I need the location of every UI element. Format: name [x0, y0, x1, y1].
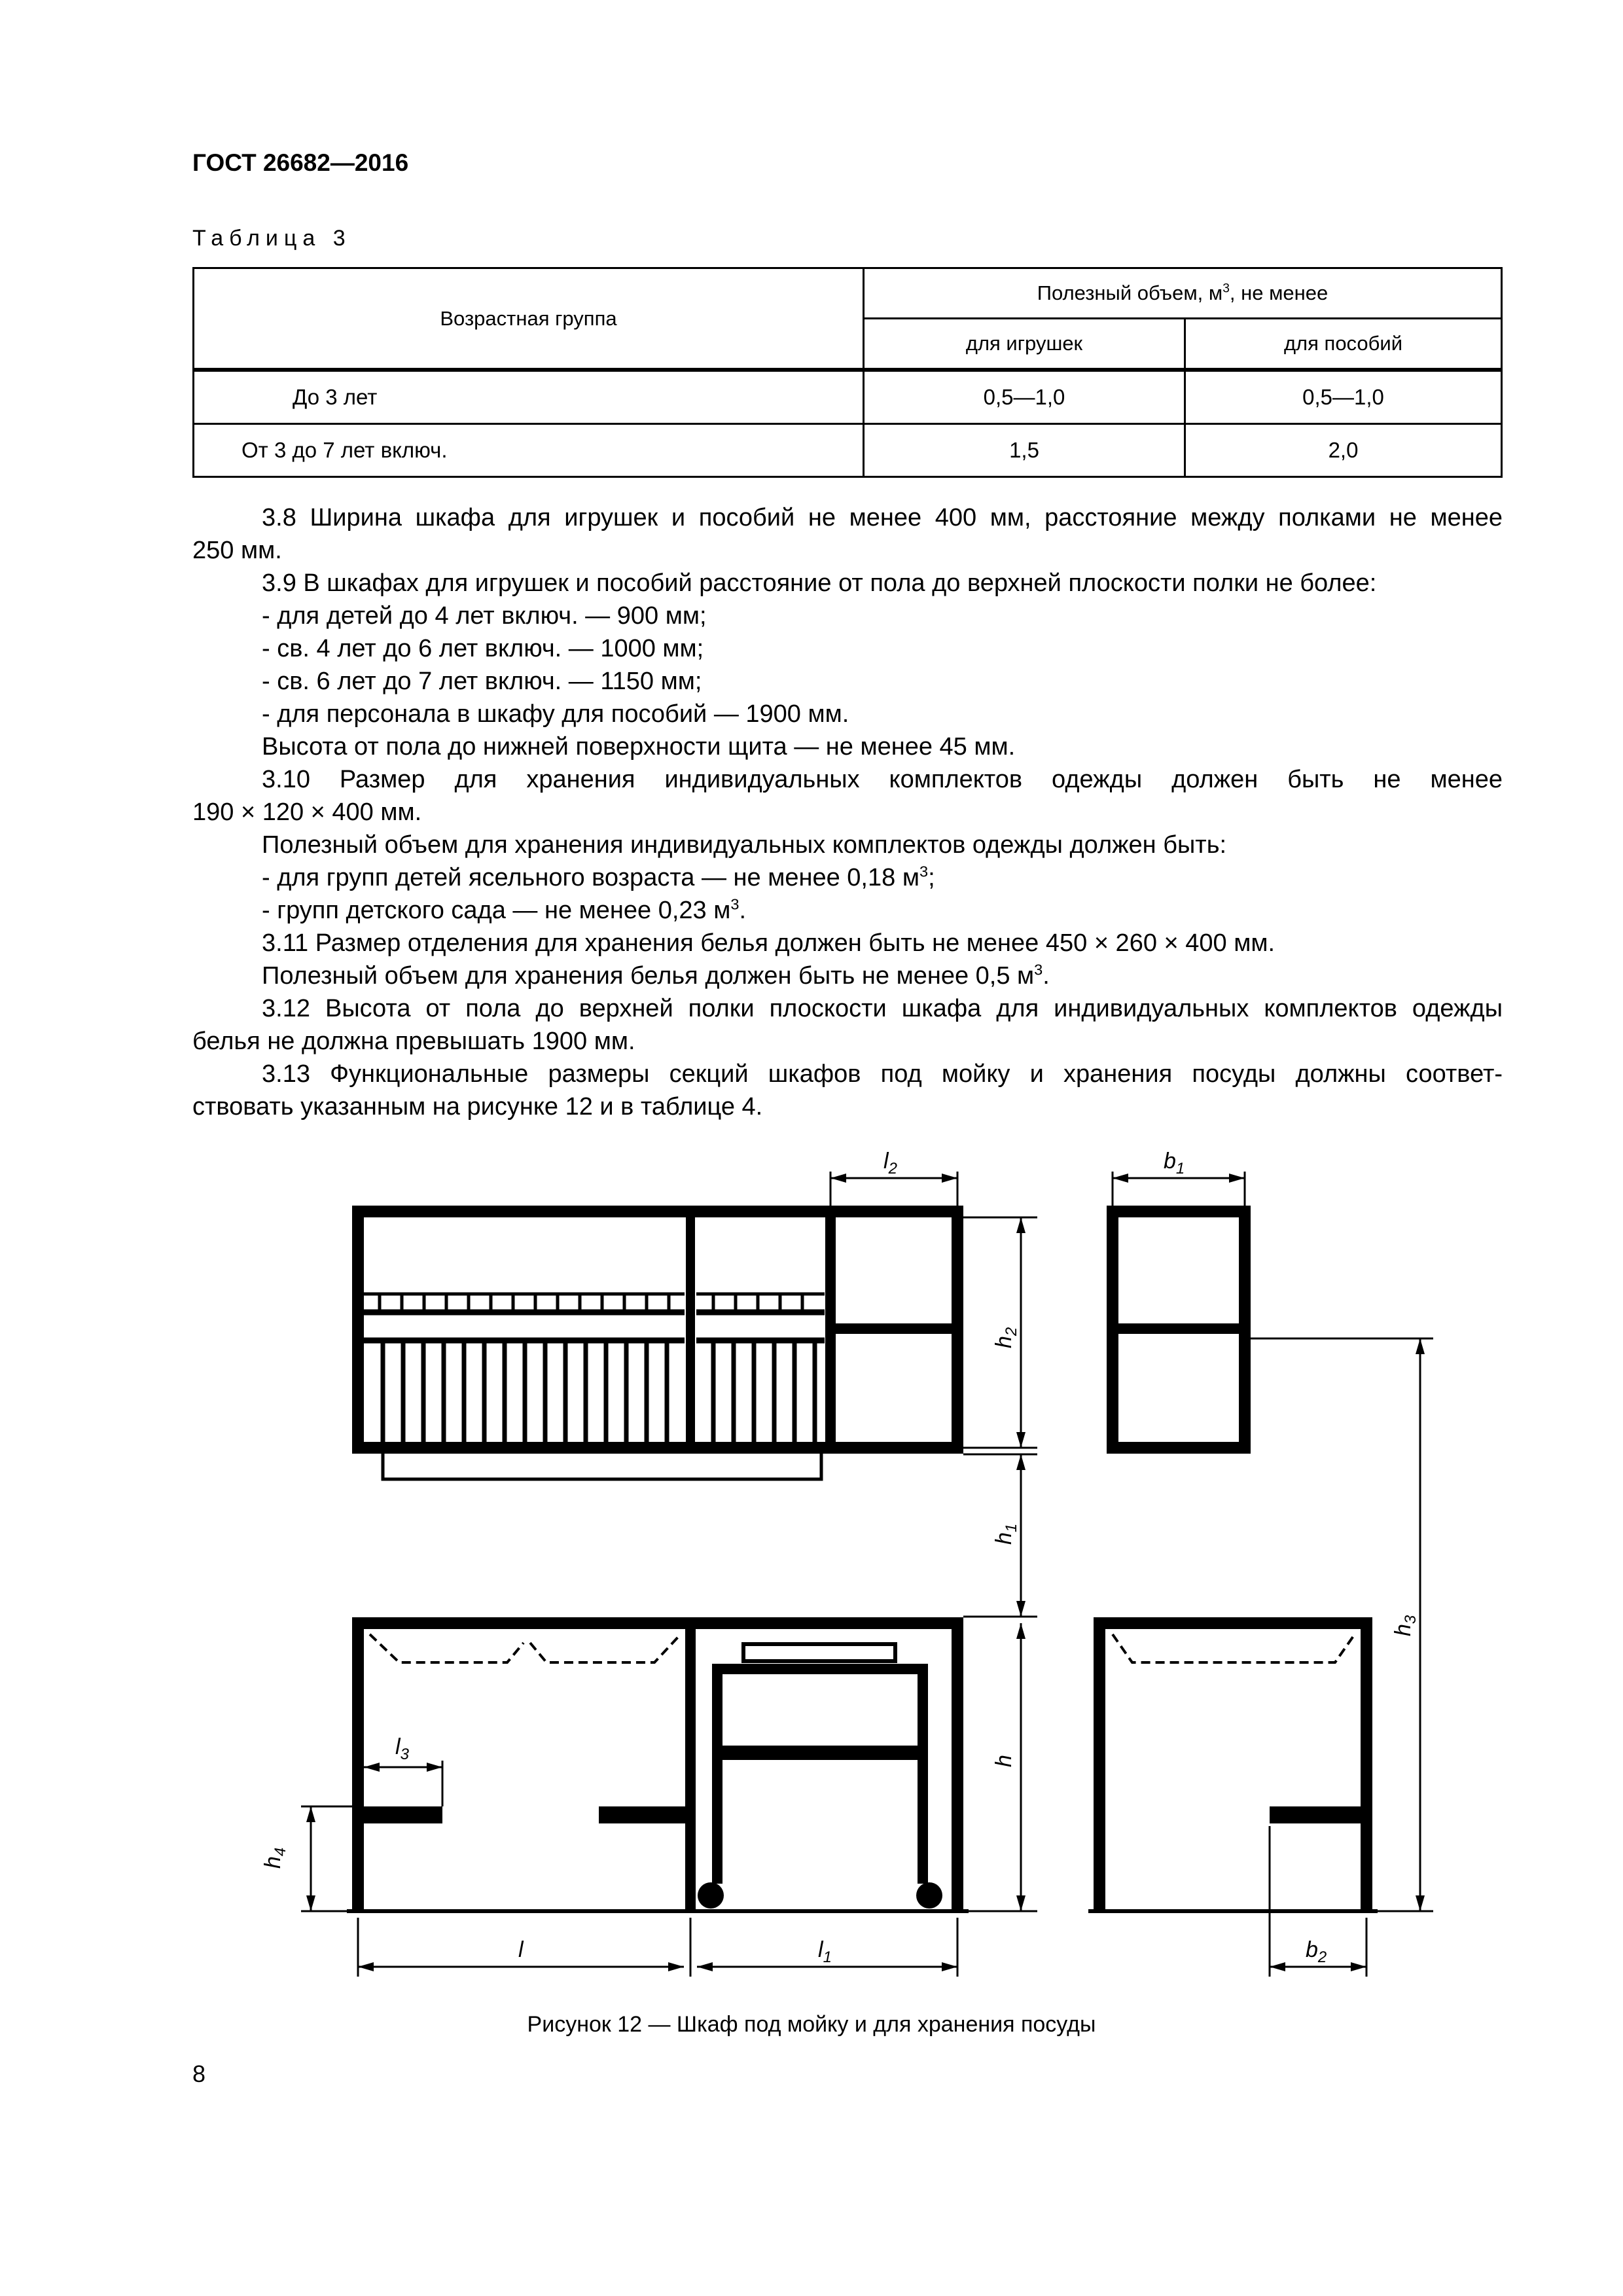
dimension-h1: $h_1$ [991, 1523, 1020, 1545]
document-header: ГОСТ 26682—2016 [192, 149, 409, 176]
table-caption: Таблица 3 [192, 226, 351, 251]
paragraph-3-8-cont: 250 мм. [192, 537, 282, 564]
list-item: - для детей до 4 лет включ. — 900 мм; [262, 602, 707, 630]
paragraph-3-13-cont: ствовать указанным на рисунке 12 и в таблице 4. [192, 1093, 763, 1121]
dimension-h3: $h_3$ [1391, 1615, 1419, 1636]
table-cell-aids: 2,0 [1185, 424, 1502, 477]
list-item: - св. 4 лет до 6 лет включ. — 1000 мм; [262, 635, 704, 662]
paragraph-3-8: 3.8 Ширина шкафа для игрушек и пособий не менее 400 мм, расстояние между полками не менее [262, 504, 1503, 531]
col-header-toys: для игрушек [864, 319, 1185, 370]
table-cell-group: От 3 до 7 лет включ. [194, 424, 864, 477]
col-header-volume: Полезный объем, $м^3$, не менее [864, 268, 1502, 319]
list-item: - групп детского сада — не менее 0,23 $м^3$. [262, 895, 747, 924]
text-line: Высота от пола до нижней поверхности щита — не менее 45 мм. [262, 733, 1016, 761]
table-cell-aids: 0,5—1,0 [1185, 370, 1502, 424]
list-item: - для групп детей ясельного возраста — не менее 0,18 $м^3$; [262, 863, 935, 891]
dimension-l3: $l_3$ [395, 1734, 409, 1763]
body-text [192, 501, 1503, 1123]
page-number: 8 [192, 2060, 206, 2087]
paragraph-3-10-cont: 190 × 120 × 400 мм. [192, 798, 422, 826]
list-item: - св. 6 лет до 7 лет включ. — 1150 мм; [262, 668, 702, 695]
dimension-l2: $l_2$ [883, 1149, 897, 1177]
list-item: - для персонала в шкафу для пособий — 1900 мм. [262, 700, 849, 728]
figure-12-cabinet-drawing [0, 1139, 1623, 2003]
paragraph-3-10: 3.10 Размер для хранения индивидуальных комплектов одежды должен быть не менее [262, 766, 1503, 793]
paragraph-3-13: 3.13 Функциональные размеры секций шкафов под мойку и хранения посуды должны соответ- [262, 1060, 1503, 1088]
base-cabinet-side [1099, 1623, 1366, 1911]
paragraph-3-9: 3.9 В шкафах для игрушек и пособий расстояние от пола до верхней плоскости полки не более: [262, 569, 1377, 597]
dimension-h4: $h_4$ [260, 1847, 289, 1869]
dimension-b2: $b_2$ [1306, 1937, 1327, 1966]
figure-caption: Рисунок 12 — Шкаф под мойку и для хранения посуды [527, 2012, 1096, 2037]
col-header-aids: для пособий [1185, 319, 1502, 370]
dimension-h2: $h_2$ [991, 1327, 1020, 1348]
dimension-l: l [518, 1937, 524, 1962]
col-header-age-group: Возрастная группа [194, 268, 864, 370]
text-line: Полезный объем для хранения индивидуальных комплектов одежды должен быть: [262, 831, 1227, 859]
text-line: Полезный объем для хранения белья должен быть не менее 0,5 $м^3$. [262, 961, 1050, 990]
table-cell-group: До 3 лет [194, 370, 864, 424]
dimension-b1: $b_1$ [1164, 1149, 1185, 1177]
paragraph-3-12: 3.12 Высота от пола до верхней полки плоскости шкафа для индивидуальных комплектов одежды [262, 995, 1503, 1022]
paragraph-3-11: 3.11 Размер отделения для хранения белья должен быть не менее 450 × 260 × 400 мм. [262, 929, 1275, 957]
dimension-h: h [991, 1755, 1016, 1767]
dimension-l1: $l_1$ [818, 1937, 832, 1966]
table-cell-toys: 0,5—1,0 [864, 370, 1185, 424]
paragraph-3-12-cont: белья не должна превышать 1900 мм. [192, 1028, 635, 1055]
table-cell-toys: 1,5 [864, 424, 1185, 477]
table-3 [192, 267, 1503, 478]
